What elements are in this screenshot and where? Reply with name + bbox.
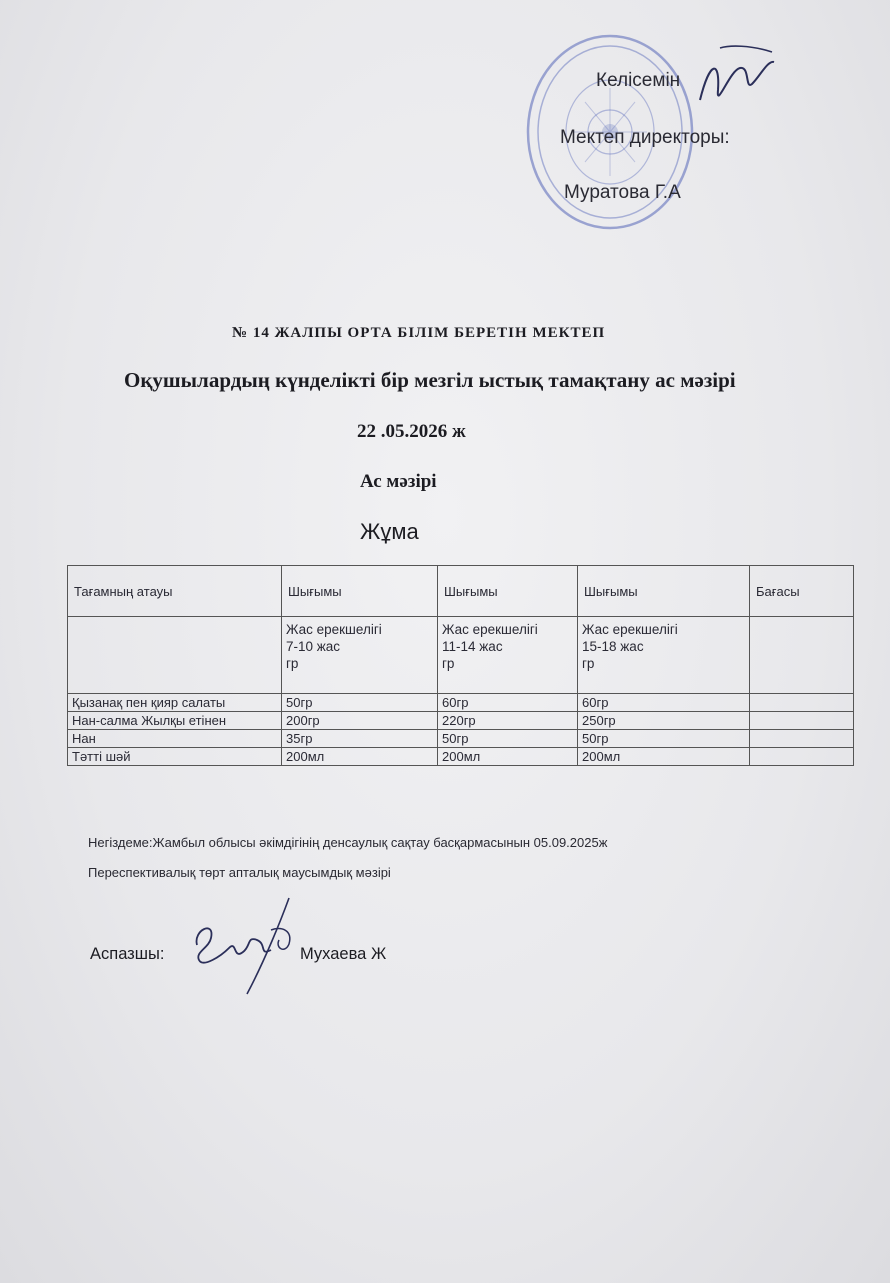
menu-label: Ас мәзірі [360, 471, 437, 492]
yield-11-14: 200мл [438, 748, 578, 766]
cook-name: Мухаева Ж [300, 945, 387, 963]
yield-7-10: 35гр [282, 730, 438, 748]
age-group-row [68, 617, 854, 694]
basis-note: Негіздеме:Жамбыл облысы әкімдігінің денсаулық сақтау басқармасынын 05.09.2025ж [88, 835, 608, 850]
table-row [68, 748, 854, 766]
cook-signature [185, 890, 305, 1000]
age-group-empty [68, 617, 282, 694]
age-group-11-14: Жас ерекшелігі 11-14 жас гр [438, 617, 578, 694]
price [750, 730, 854, 748]
yield-11-14: 50гр [438, 730, 578, 748]
yield-15-18: 60гр [578, 694, 750, 712]
yield-7-10: 200гр [282, 712, 438, 730]
dish-name: Тәтті шәй [68, 748, 282, 766]
director-signature [690, 40, 780, 120]
yield-11-14: 220гр [438, 712, 578, 730]
dish-name: Нан [68, 730, 282, 748]
table-row [68, 730, 854, 748]
yield-7-10: 50гр [282, 694, 438, 712]
table-row [68, 712, 854, 730]
approval-name: Муратова Г.А [564, 182, 681, 203]
perspective-note: Переспективалық төрт апталық маусымдық мәзірі [88, 865, 391, 880]
dish-name: Нан-салма Жылқы етінен [68, 712, 282, 730]
menu-table [67, 565, 854, 766]
table-row [68, 694, 854, 712]
table-header-row [68, 566, 854, 617]
yield-15-18: 250гр [578, 712, 750, 730]
yield-15-18: 50гр [578, 730, 750, 748]
weekday: Жұма [360, 519, 419, 544]
column-header-yield-3: Шығымы [578, 566, 750, 617]
price [750, 694, 854, 712]
column-header-dish: Тағамның атауы [68, 566, 282, 617]
approval-agreed: Келісемін [596, 70, 681, 91]
menu-date: 22 .05.2026 ж [357, 421, 466, 442]
yield-7-10: 200мл [282, 748, 438, 766]
dish-name: Қызанақ пен қияр салаты [68, 694, 282, 712]
age-group-price-empty [750, 617, 854, 694]
column-header-yield-1: Шығымы [282, 566, 438, 617]
yield-11-14: 60гр [438, 694, 578, 712]
price [750, 748, 854, 766]
column-header-yield-2: Шығымы [438, 566, 578, 617]
age-group-7-10: Жас ерекшелігі 7-10 жас гр [282, 617, 438, 694]
yield-15-18: 200мл [578, 748, 750, 766]
age-group-15-18: Жас ерекшелігі 15-18 жас гр [578, 617, 750, 694]
column-header-price: Бағасы [750, 566, 854, 617]
approval-position: Мектеп директоры: [560, 127, 730, 148]
page-title: Оқушылардың күнделікті бір мезгіл ыстық тамақтану ас мәзірі [124, 368, 736, 392]
price [750, 712, 854, 730]
school-name: № 14 ЖАЛПЫ ОРТА БІЛІМ БЕРЕТІН МЕКТЕП [232, 325, 606, 341]
cook-label: Аспазшы: [90, 945, 165, 963]
